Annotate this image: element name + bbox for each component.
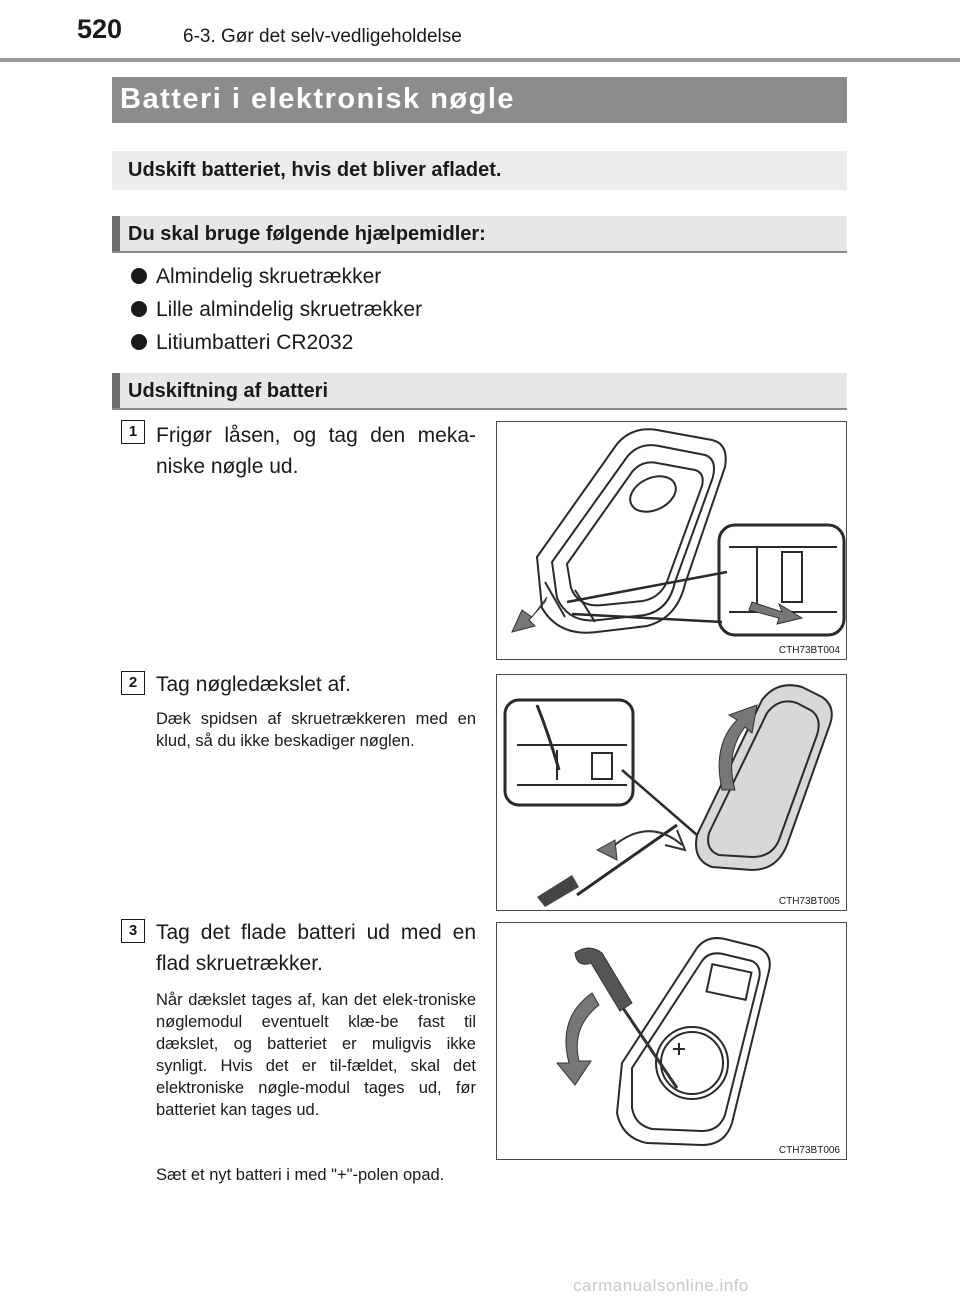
tool-label: Lille almindelig skruetrækker: [156, 298, 423, 321]
replacement-heading-bar: [112, 373, 847, 410]
header-divider: [0, 58, 960, 62]
tools-heading-bar: [112, 216, 847, 253]
step-2-number: 2: [121, 671, 145, 695]
figure-1-code: CTH73BT004: [778, 645, 840, 656]
tool-label: Almindelig skruetrækker: [156, 265, 382, 288]
figure-step-1: [496, 421, 847, 660]
screwdriver-icon: [497, 675, 846, 910]
figure-step-2: [496, 674, 847, 911]
step-3-text: Tag det flade batteri ud med en flad skruetrækker.: [156, 921, 476, 975]
step-2-note: Dæk spidsen af skruetrækkeren med en klud, så du ikke beskadiger nøglen.: [156, 710, 476, 750]
tool-label: Litiumbatteri CR2032: [156, 331, 354, 354]
bullet-icon: [131, 334, 147, 350]
step-2-text: Tag nøgledækslet af.: [156, 673, 351, 696]
list-item: [131, 331, 353, 355]
list-item: [131, 265, 381, 289]
intro-box: [112, 151, 847, 190]
step-1-text: Frigør låsen, og tag den meka-niske nøgle ud.: [156, 424, 476, 478]
page-number: 520: [77, 14, 123, 44]
final-note: Sæt et nyt batteri i med "+"-polen opad.: [156, 1166, 445, 1184]
figure-3-code: CTH73BT006: [778, 1145, 840, 1156]
intro-text: Udskift batteriet, hvis det bliver afladet.: [128, 159, 502, 181]
list-item: [131, 298, 422, 322]
section-title-bar: [112, 77, 847, 123]
step-3-note: Når dækslet tages af, kan det elek-troniske nøglemodul eventuelt klæ-be fast til dækslet, og batteriet er muligvis ikke synligt. Hvis det er til-fældet, skal det elektroniske nøgle-modul tages ud, før batteriet kan tages ud.: [156, 991, 476, 1119]
bullet-icon: [131, 301, 147, 317]
watermark-footer[interactable]: carmanualsonline.info: [573, 1276, 749, 1295]
replacement-heading: Udskiftning af batteri: [128, 380, 329, 402]
figure-2-code: CTH73BT005: [778, 896, 840, 907]
chapter-title: 6-3. Gør det selv-vedligeholdelse: [183, 26, 462, 47]
key-fob-icon: [497, 422, 846, 659]
tools-heading: Du skal bruge følgende hjælpemidler:: [128, 223, 486, 245]
page-title: Batteri i elektronisk nøgle: [120, 83, 516, 115]
step-1-number: 1: [121, 420, 145, 444]
step-3-number: 3: [121, 919, 145, 943]
battery-icon: [497, 923, 846, 1159]
figure-step-3: [496, 922, 847, 1160]
bullet-icon: [131, 268, 147, 284]
